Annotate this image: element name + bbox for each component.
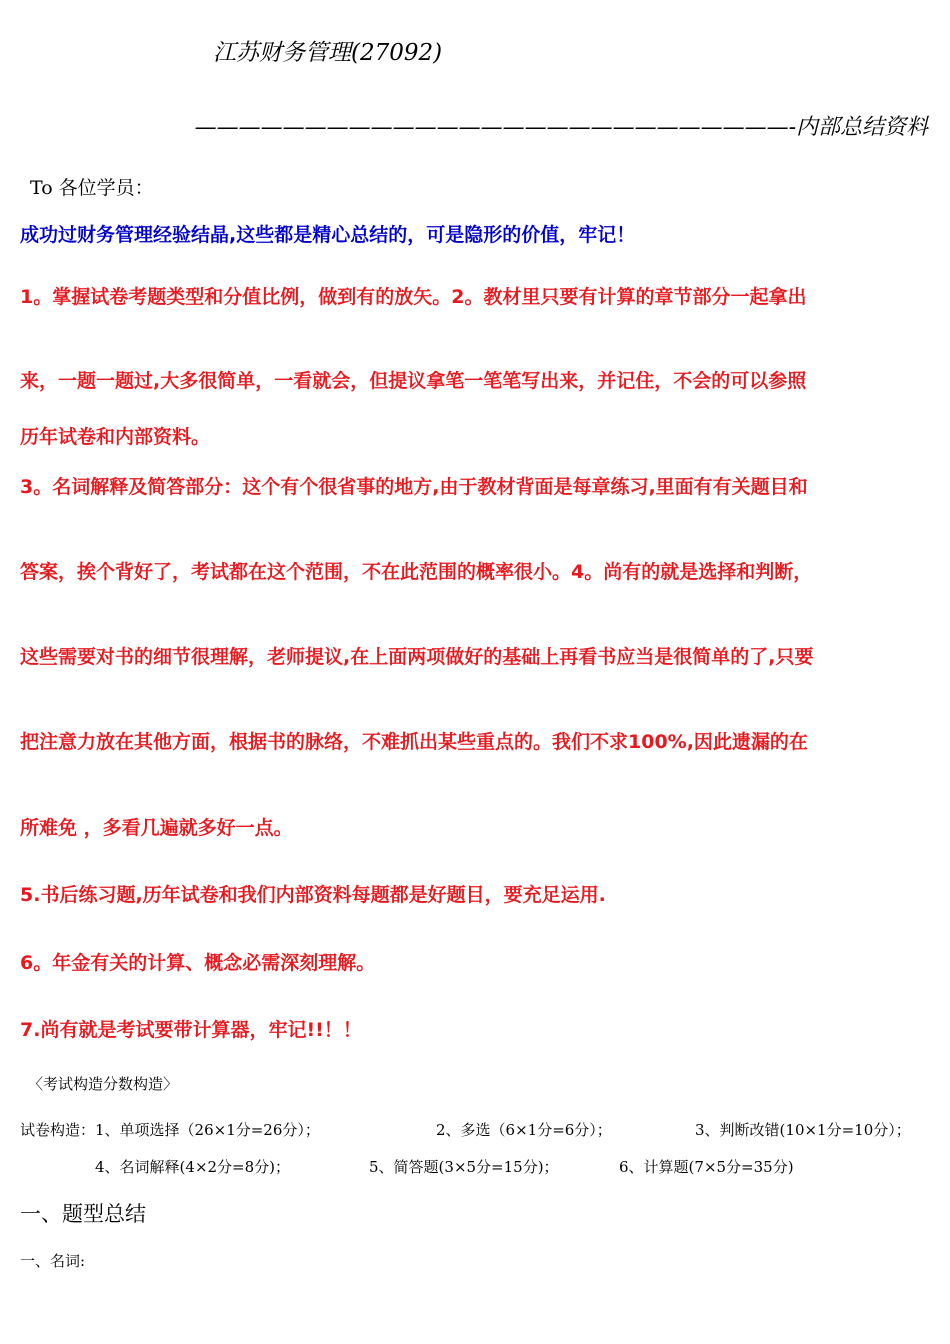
structure-item-single-choice: 试卷构造：1、单项选择（26×1分=26分）； <box>20 1121 320 1139</box>
tip-line-9: 5.书后练习题,历年试卷和我们内部资料每题都是好题目，要充足运用. <box>20 884 606 906</box>
tip-line-10: 6。年金有关的计算、概念必需深刻理解。 <box>20 952 376 974</box>
intro-text: 成功过财务管理经验结晶,这些都是精心总结的，可是隐形的价值，牢记！ <box>20 224 636 246</box>
structure-item-multi-choice: 2、多选（6×1分=6分）； <box>436 1121 612 1139</box>
tip-line-8: 所难免 ，多看几遍就多好一点。 <box>20 817 293 839</box>
tip-line-2: 来，一题一题过,大多很简单，一看就会，但提议拿笔一笔笔写出来，并记住，不会的可以参照 <box>20 370 807 392</box>
tip-line-7: 把注意力放在其他方面，根据书的脉络，不难抓出某些重点的。我们不求100%,因此遗漏的在 <box>20 731 808 753</box>
structure-item-definitions: 4、名词解释(4×2分=8分)； <box>95 1158 291 1176</box>
section-heading: 一、题型总结 <box>20 1202 146 1226</box>
tip-line-6: 这些需要对书的细节很理解，老师提议,在上面两项做好的基础上再看书应当是很简单的了,只要 <box>20 646 814 668</box>
document-subtitle: ———————————————————————————-内部总结资料 <box>194 115 928 140</box>
structure-item-short-answer: 5、简答题(3×5分=15分)； <box>369 1158 559 1176</box>
tip-line-1: 1。掌握试卷考题类型和分值比例，做到有的放矢。2。教材里只要有计算的章节部分一起拿出 <box>20 286 807 308</box>
tip-line-5: 答案，挨个背好了，考试都在这个范围，不在此范围的概率很小。4。尚有的就是选择和判断， <box>20 561 813 583</box>
greeting: To 各位学员： <box>30 177 154 199</box>
tip-line-11: 7.尚有就是考试要带计算器，牢记!!！！ <box>20 1019 362 1041</box>
structure-item-calculation: 6、计算题(7×5分=35分) <box>619 1158 794 1176</box>
structure-item-true-false: 3、判断改错(10×1分=10分）； <box>695 1121 911 1139</box>
tip-line-3: 历年试卷和内部资料。 <box>20 426 211 448</box>
tip-line-4: 3。名词解释及简答部分：这个有个很省事的地方,由于教材背面是每章练习,里面有有关题目和 <box>20 476 808 498</box>
section-subheading: 一、名词: <box>20 1252 86 1270</box>
structure-label: 〈考试构造分数构造〉 <box>28 1075 179 1093</box>
document-title: 江苏财务管理(27092) <box>213 40 443 66</box>
